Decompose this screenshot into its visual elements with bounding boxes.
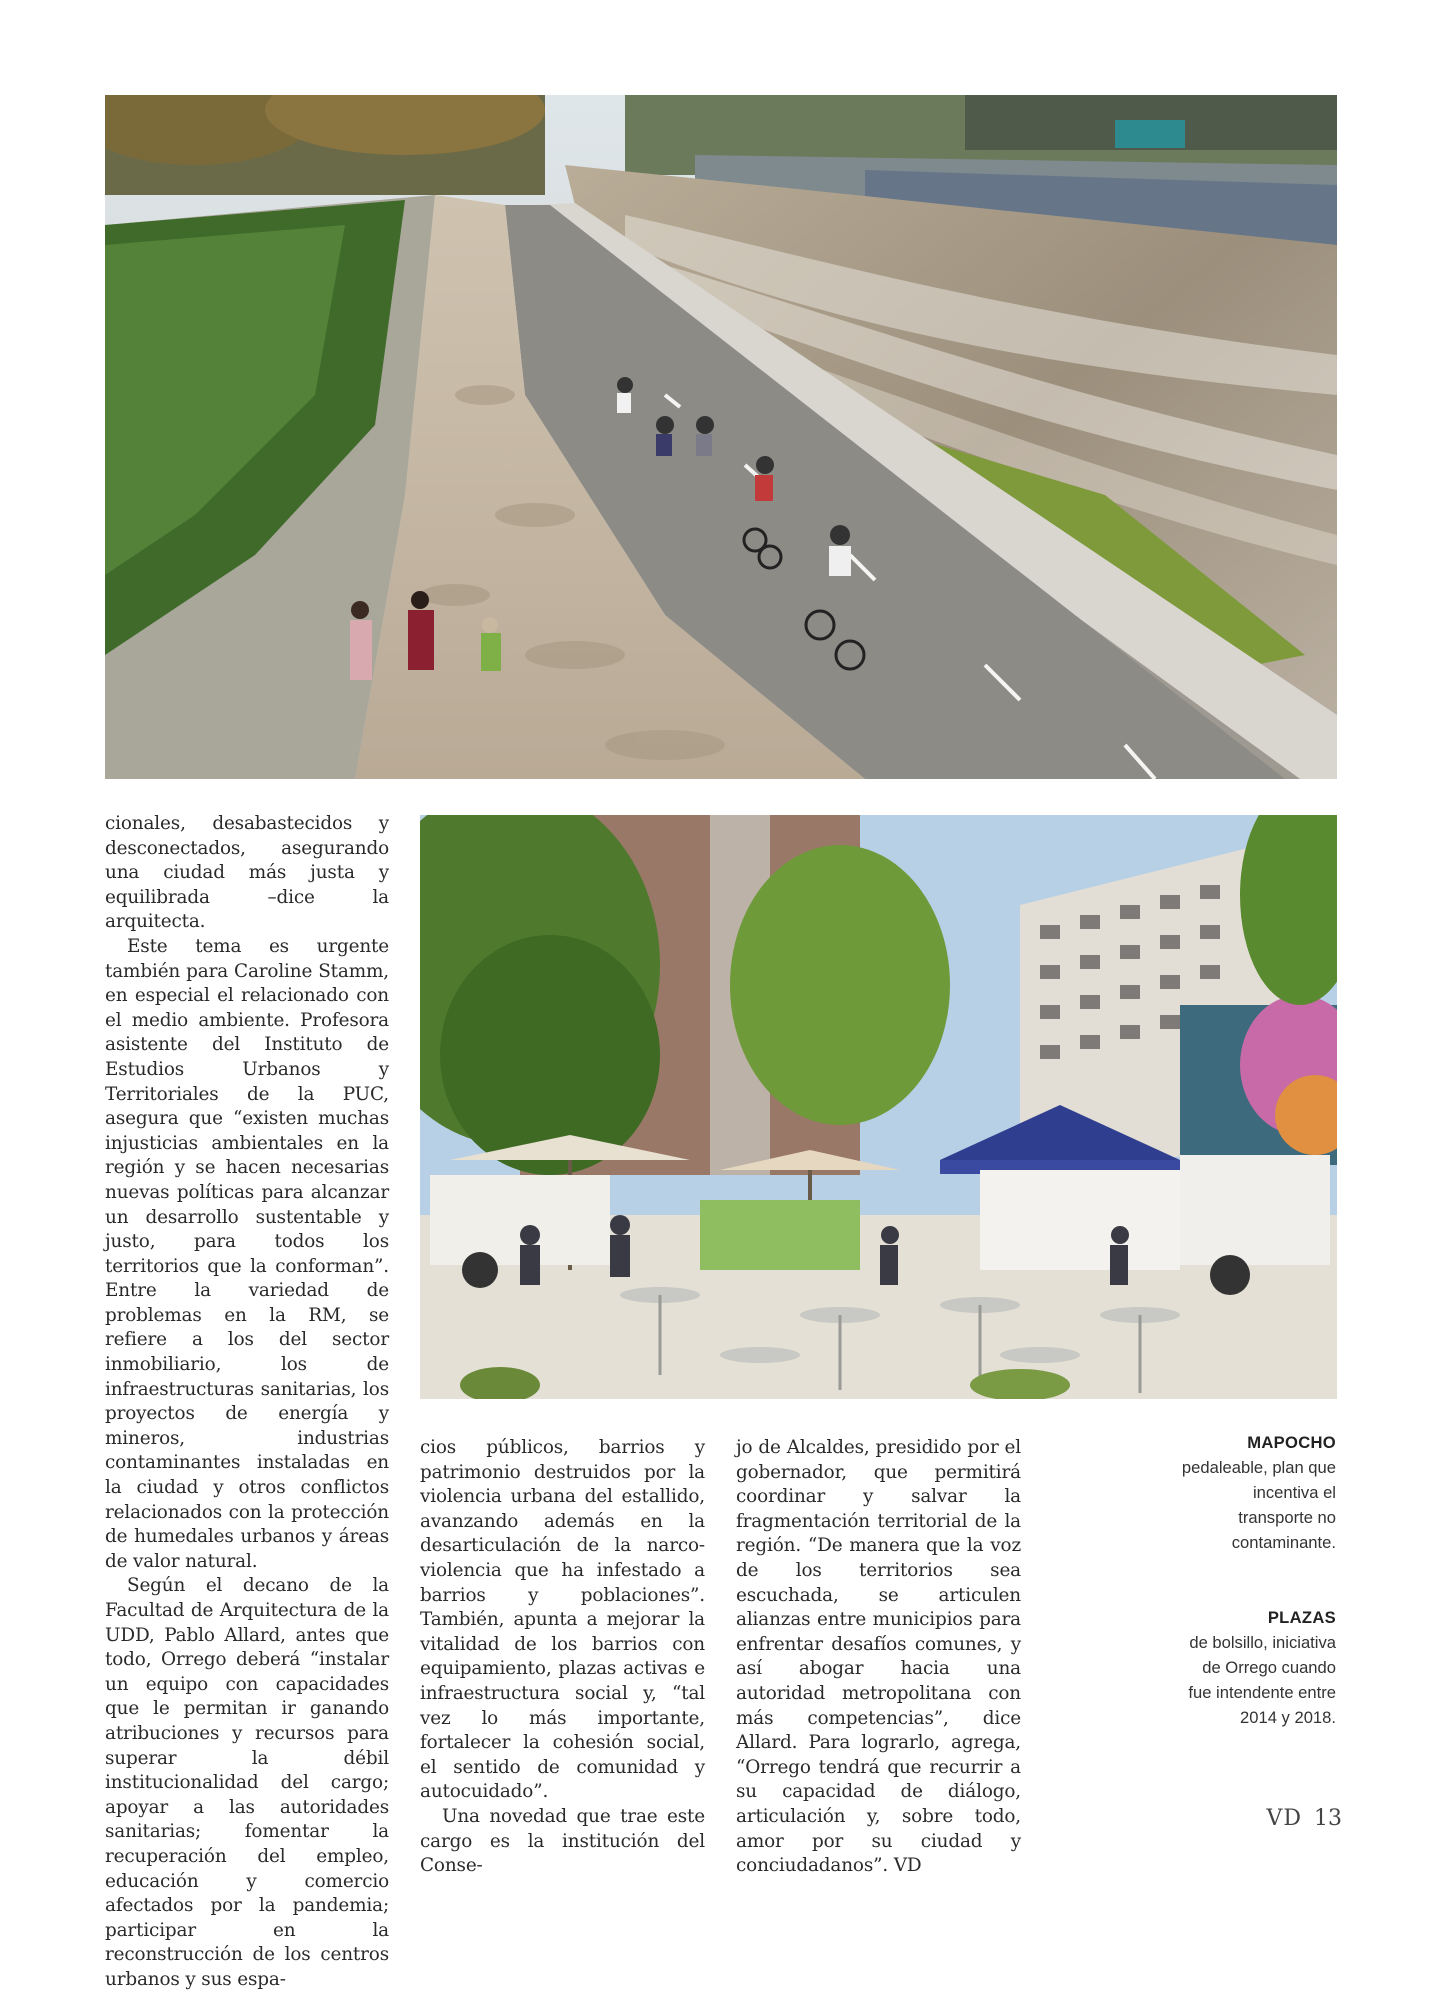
- caption-plazas: [1180, 1605, 1336, 1730]
- page-folio: [1266, 1806, 1342, 1831]
- caption-heading: MAPOCHO: [1247, 1433, 1336, 1452]
- top-photo: [105, 95, 1337, 779]
- article-column-3: [736, 1436, 1021, 1879]
- paragraph: Una novedad que trae este cargo es la institución del Conse-: [420, 1805, 705, 1877]
- article-column-1: [105, 812, 389, 1993]
- paragraph: jo de Alcaldes, presidido por el gobernador, que permitirá coordinar y salvar la fragmentación territorial de la región. “De manera que la voz de los territorios sea escuchada, se articulen alianzas entre municipios para enfrentar desafíos comunes, y así abogar hacia una autoridad metropolitana con más competencias”, dice Allard. Para lograrlo, agrega, “Orrego tendrá que recurrir a su capacidad de diálogo, articulación y, sobre todo, amor por su ciudad y conciudadanos”. VD: [736, 1437, 1021, 1877]
- magazine-logo: VD: [1266, 1806, 1302, 1831]
- caption-heading: PLAZAS: [1267, 1608, 1336, 1627]
- caption-text: pedaleable, plan que incentiva el transporte no contaminante.: [1181, 1458, 1336, 1552]
- caption-text: de bolsillo, iniciativa de Orrego cuando fue intendente entre 2014 y 2018.: [1188, 1633, 1336, 1727]
- caption-mapocho: [1180, 1430, 1336, 1555]
- paragraph: Según el decano de la Facultad de Arquitectura de la UDD, Pablo Allard, antes que todo, Orrego deberá “instalar un equipo con capacidades que le permitan ir ganando atribuciones y recursos para superar la débil institucionalidad del cargo; apoyar a las autoridades sanitarias; fomentar la recuperación del empleo, educación y comercio afectados por la pandemia; participar en la reconstrucción de los centros urbanos y sus espa-: [105, 1575, 389, 1990]
- page-number: 13: [1314, 1806, 1342, 1831]
- paragraph: cios públicos, barrios y patrimonio destruidos por la violencia urbana del estallido, avanzando además en la desarticulación de la narco-violencia que ha infestado a barrios y poblaciones”. También, apunta a mejorar la vitalidad de los barrios con equipamiento, plazas activas e infraestructura social y, “tal vez lo más importante, fortalecer la cohesión social, el sentido de comunidad y autocuidado”.: [420, 1437, 705, 1803]
- paragraph: cionales, desabastecidos y desconectados, asegurando una ciudad más justa y equilibrada –dice la arquitecta.: [105, 813, 389, 933]
- article-column-2: [420, 1436, 705, 1879]
- paragraph: Este tema es urgente también para Caroline Stamm, en especial el relacionado con el medio ambiente. Profesora asistente del Instituto de Estudios Urbanos y Territoriales de la PUC, asegura que “existen muchas injusticias ambientales en la región y se hacen necesarias nuevas políticas para alcanzar un desarrollo sustentable y justo, para todos los territorios que la conforman”. Entre la variedad de problemas en la RM, se refiere a los del sector inmobiliario, los de infraestructuras sanitarias, los proyectos de energía y mineros, industrias contaminantes instaladas en la ciudad y otros conflictos relacionados con la protección de humedales urbanos y áreas de valor natural.: [105, 935, 389, 1572]
- plaza-photo: [420, 815, 1337, 1399]
